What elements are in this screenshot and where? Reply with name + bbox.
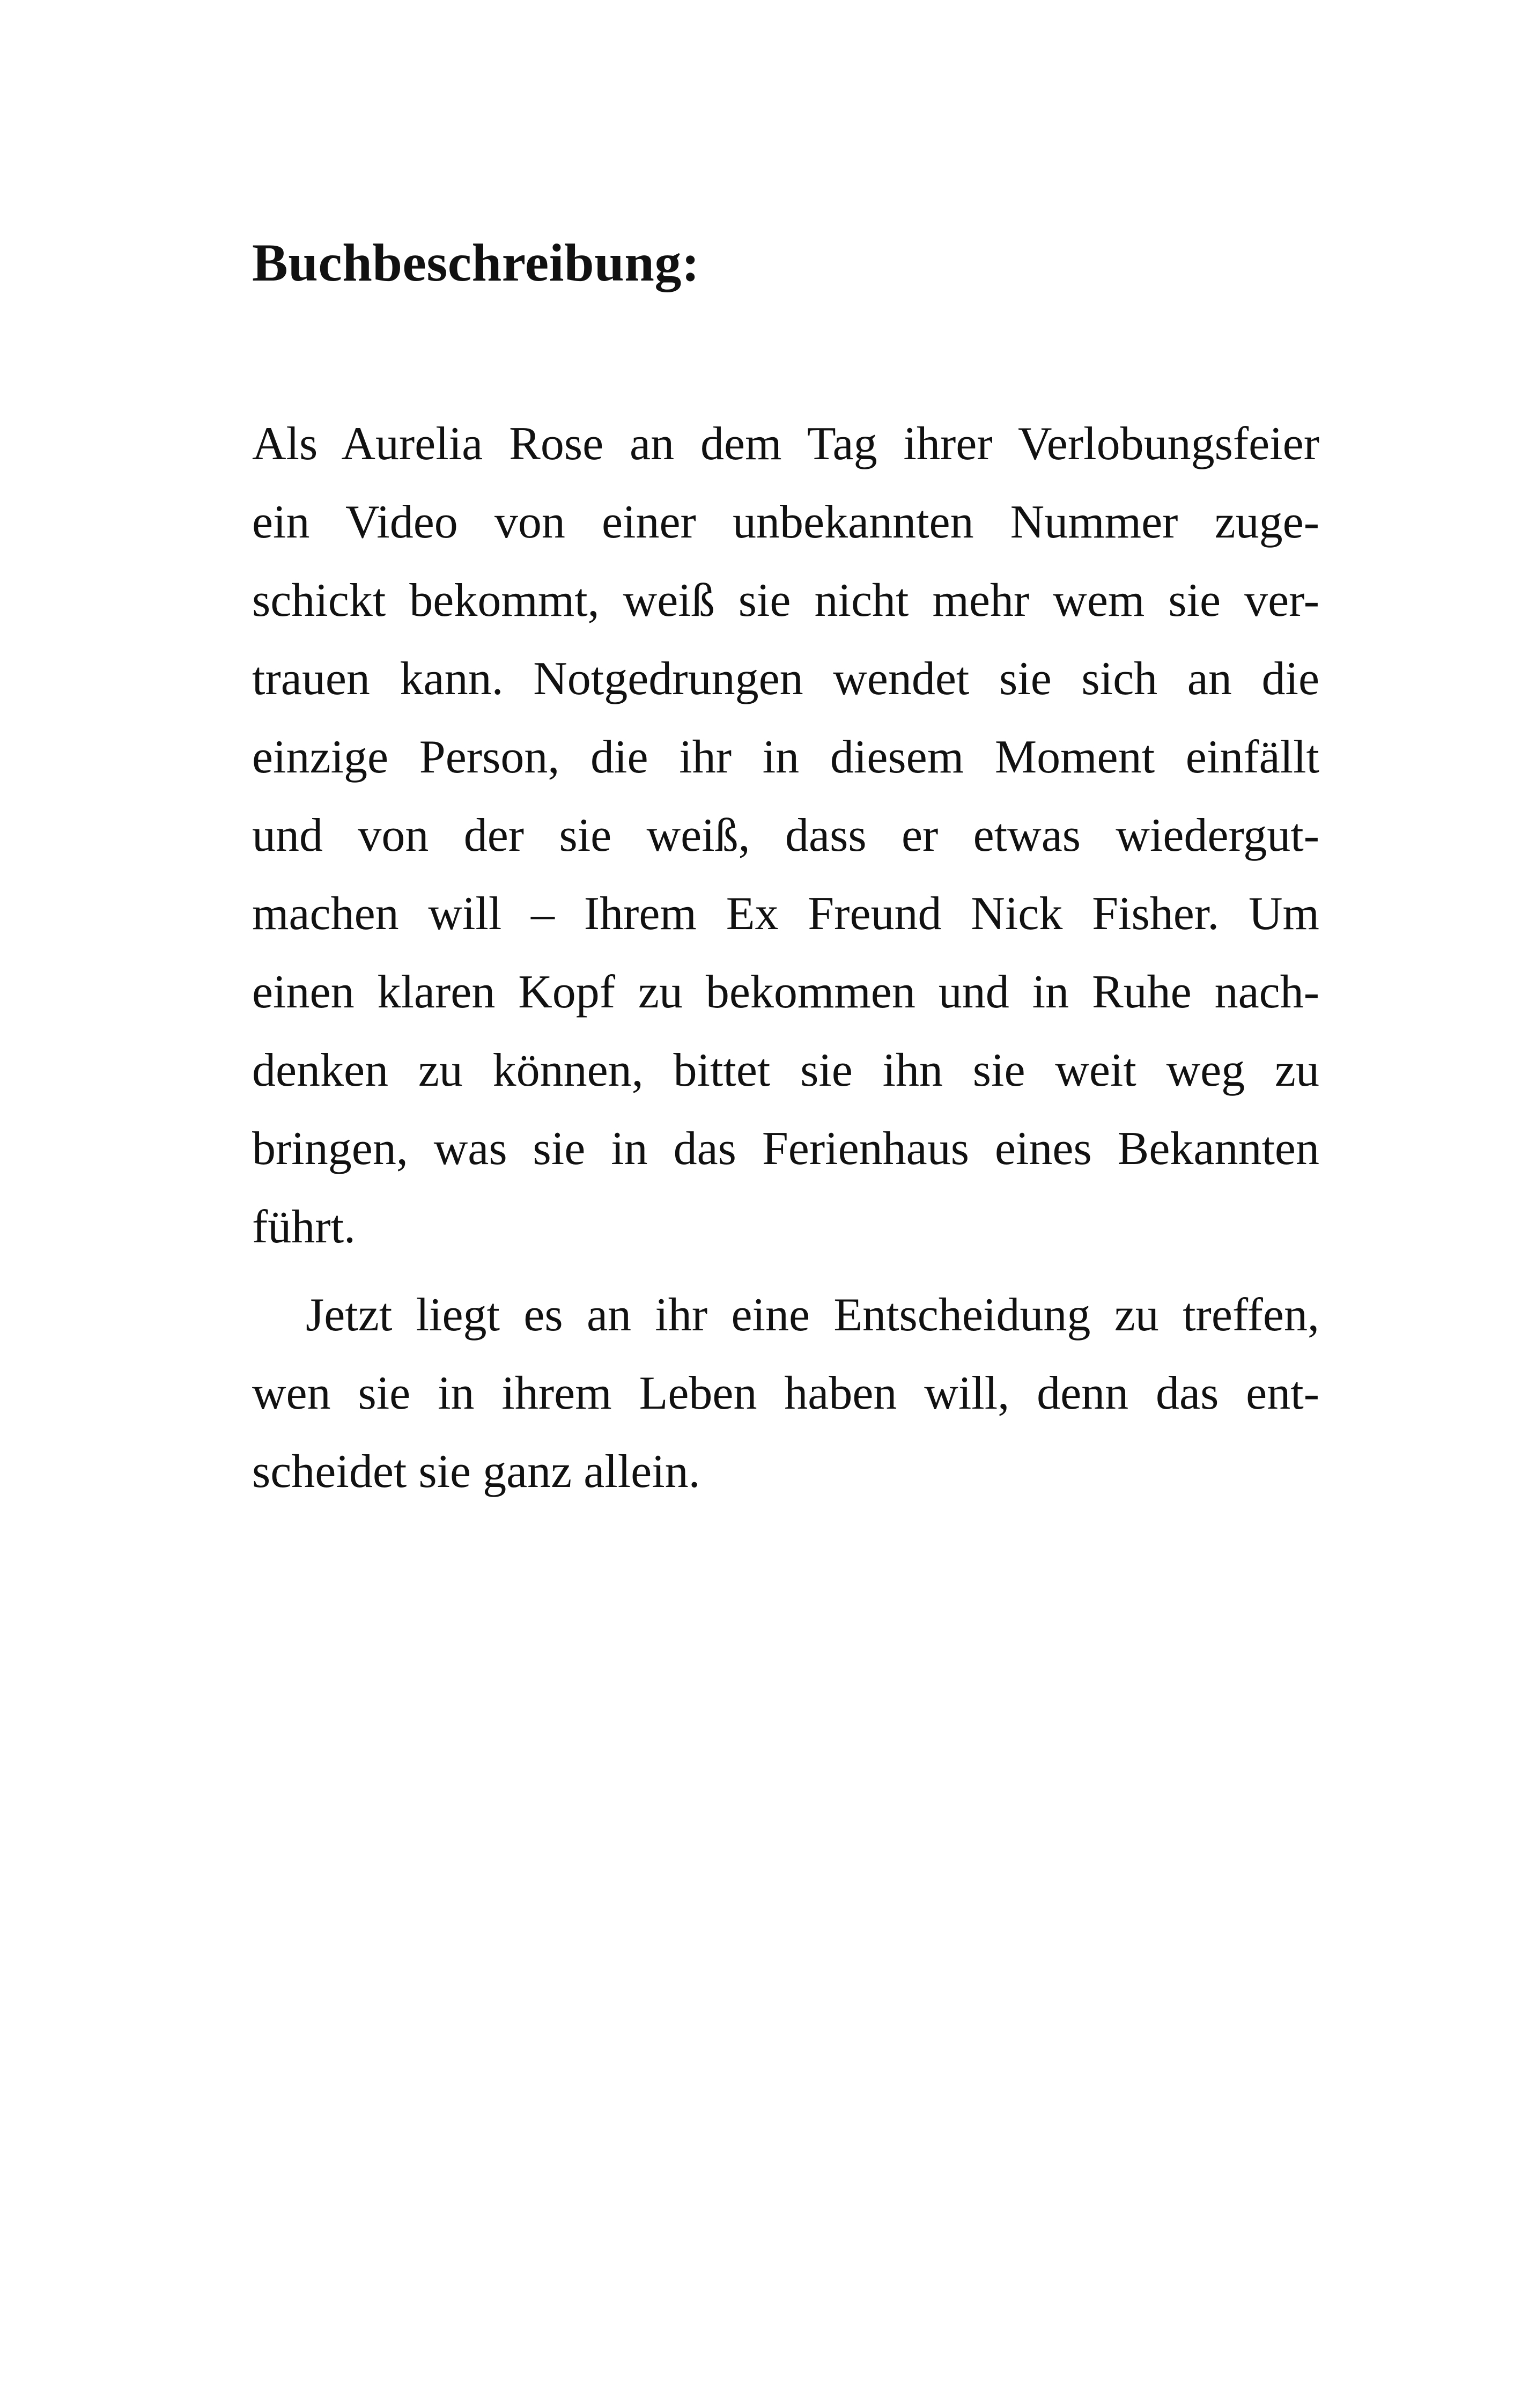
text-line: bringen, was sie in das Ferienhaus eines Bekannten xyxy=(252,1123,1319,1175)
text-line: und von der sie weiß, dass er etwas wiedergut- xyxy=(252,809,1319,861)
text-line: einzige Person, die ihr in diesem Moment einfällt xyxy=(252,731,1319,783)
page-content xyxy=(252,231,1319,1511)
text-line: schickt bekommt, weiß sie nicht mehr wem sie ver- xyxy=(252,575,1319,627)
text-line: scheidet sie ganz allein. xyxy=(252,1446,700,1498)
text-line: führt. xyxy=(252,1201,356,1253)
text-line: trauen kann. Notgedrungen wendet sie sich an die xyxy=(252,653,1319,705)
text-line: machen will – Ihrem Ex Freund Nick Fisher. Um xyxy=(252,888,1319,940)
page-heading: Buchbeschreibung: xyxy=(252,233,700,292)
text-line: wen sie in ihrem Leben haben will, denn das ent- xyxy=(252,1367,1319,1419)
text-line: Als Aurelia Rose an dem Tag ihrer Verlobungsfeier xyxy=(252,418,1319,470)
description-paragraph-2 xyxy=(252,1276,1319,1511)
text-line: denken zu können, bittet sie ihn sie weit weg zu xyxy=(252,1044,1319,1096)
description-paragraph-1 xyxy=(252,405,1319,1266)
text-line: einen klaren Kopf zu bekommen und in Ruhe nach- xyxy=(252,966,1319,1018)
text-line: ein Video von einer unbekannten Nummer zuge- xyxy=(252,496,1319,548)
text-line: Jetzt liegt es an ihr eine Entscheidung zu treffen, xyxy=(306,1289,1319,1341)
